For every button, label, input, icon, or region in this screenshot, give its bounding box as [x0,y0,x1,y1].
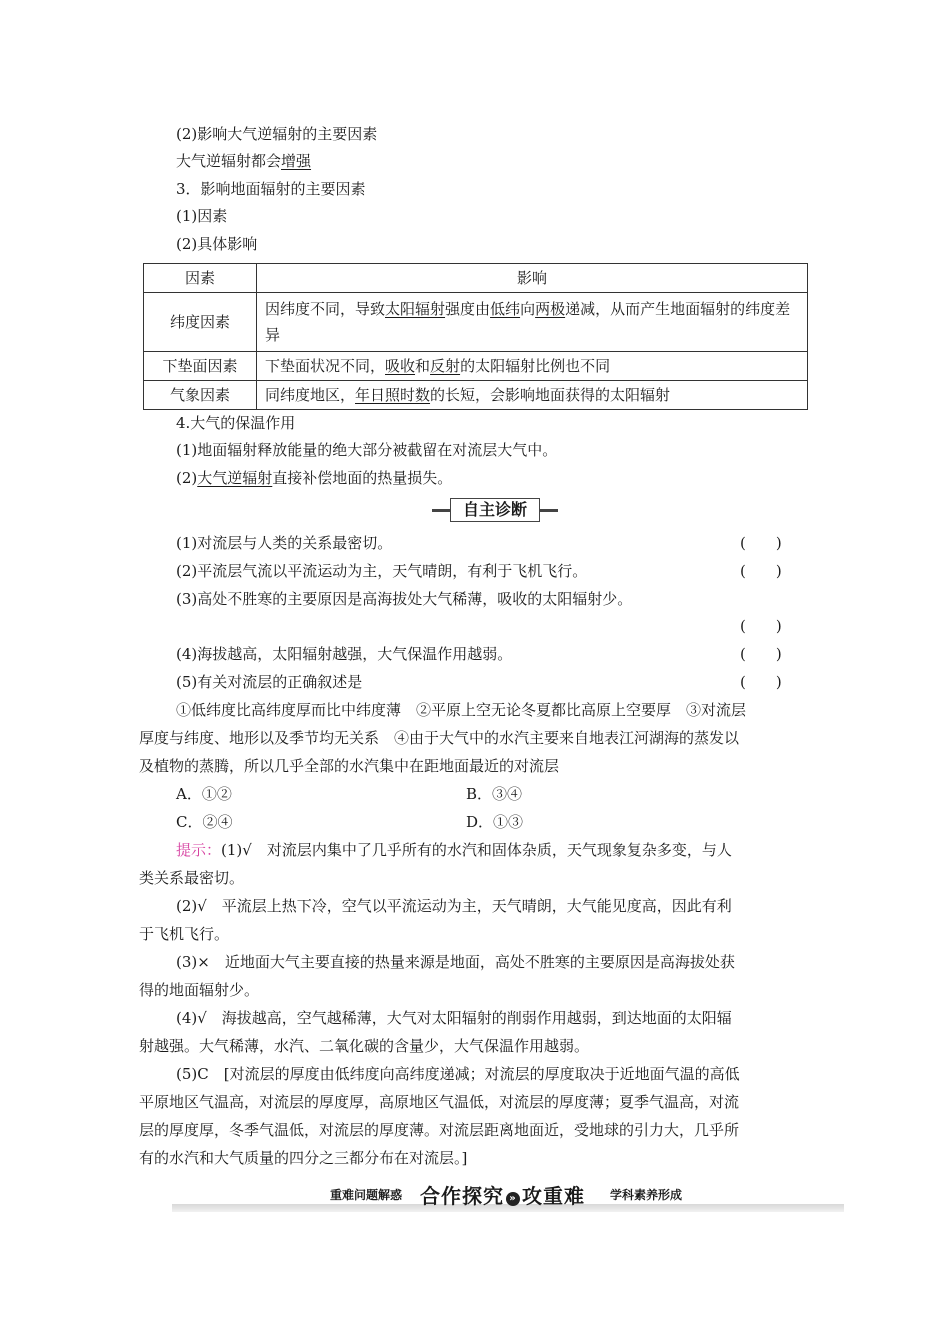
answer-3-line-2: 得的地面辐射少。 [139,981,260,999]
question-5: (5)有关对流层的正确叙述是 [176,673,363,691]
option-b: B．③④ [466,785,523,803]
table-header-factor: 因素 [144,264,257,293]
subheading-factors: (1)因素 [176,207,228,225]
answer-5-line-1: (5)C [对流层的厚度由低纬度向高纬度递减；对流层的厚度取决于近地面气温的高低 [176,1065,740,1083]
question-4: (4)海拔越高，太阳辐射越强，大气保温作用越弱。 [176,645,513,663]
table-cell-impact: 因纬度不同，导致太阳辐射强度由低纬向两极递减，从而产生地面辐射的纬度差异 [257,293,808,352]
answer-2-line-2: 于飞机飞行。 [139,925,230,943]
answer-1-line-2: 类关系最密切。 [139,869,245,887]
answer-4-line-2: 射越强。大气稀薄，水汽、二氧化碳的含量少，大气保温作用越弱。 [139,1037,590,1055]
table-header-impact: 影响 [257,264,808,293]
subheading-specific-impact: (2)具体影响 [176,235,258,253]
arrow-icon: » [506,1192,520,1206]
answer-paren: ( ) [740,562,782,580]
answer-5-line-3: 层的厚度厚，冬季气温低，对流层的厚度薄。对流层距离地面近，受地球的引力大，几乎所 [139,1121,740,1139]
answer-1-line-1: 提示：(1)√ 对流层内集中了几乎所有的水汽和固体杂质，天气现象复杂多变，与人 [176,841,732,859]
heading-ground-radiation-factors: 3．影响地面辐射的主要因素 [176,180,366,198]
table-row [144,352,808,381]
table-cell-impact: 下垫面状况不同，吸收和反射的太阳辐射比例也不同 [257,352,808,381]
answer-paren: ( ) [740,617,782,635]
table-header-row [144,264,808,293]
question-1: (1)对流层与人类的关系最密切。 [176,534,393,552]
answer-5-line-4: 有的水汽和大气质量的四分之三都分布在对流层。] [139,1149,468,1167]
table-cell-factor: 纬度因素 [144,293,257,352]
insulation-point-2: (2)大气逆辐射直接补偿地面的热量损失。 [176,469,453,487]
answer-2-line-1: (2)√ 平流层上热下冷，空气以平流运动为主，天气晴朗，大气能见度高，因此有利 [176,897,732,915]
banner-label: 自主诊断 [450,498,540,522]
question-3: (3)高处不胜寒的主要原因是高海拔处大气稀薄，吸收的太阳辐射少。 [176,590,633,608]
table-cell-factor: 气象因素 [144,381,257,410]
statement-line-1: ①低纬度比高纬度厚而比中纬度薄 ②平原上空无论冬夏都比高原上空要厚 ③对流层 [176,701,747,719]
option-d: D．①③ [466,813,524,831]
factors-table [143,263,808,410]
counter-radiation-statement: 大气逆辐射都会增强 [176,152,312,170]
footer-right-label: 学科素养形成 [610,1188,683,1202]
footer-left-label: 重难问题解惑 [330,1188,403,1202]
heading-insulation-effect: 4.大气的保温作用 [176,414,296,432]
table-row [144,293,808,352]
table-row [144,381,808,410]
answer-paren: ( ) [740,645,782,663]
table-cell-impact: 同纬度地区，年日照时数的长短，会影响地面获得的太阳辐射 [257,381,808,410]
statement-line-3: 及植物的蒸腾，所以几乎全部的水汽集中在距地面最近的对流层 [139,757,560,775]
self-diagnosis-banner [432,498,558,522]
answer-4-line-1: (4)√ 海拔越高，空气越稀薄，大气对太阳辐射的削弱作用越弱，到达地面的太阳辐 [176,1009,732,1027]
answer-5-line-2: 平原地区气温高，对流层的厚度厚，高原地区气温低，对流层的厚度薄；夏季气温高，对流 [139,1093,740,1111]
question-2: (2)平流层气流以平流运动为主，天气晴朗，有利于飞机飞行。 [176,562,588,580]
statement-line-2: 厚度与纬度、地形以及季节均无关系 ④由于大气中的水汽主要来自地表江河湖海的蒸发以 [139,729,740,747]
answer-paren: ( ) [740,534,782,552]
answer-3-line-1: (3)× 近地面大气主要直接的热量来源是地面，高处不胜寒的主要原因是高海拔处获 [176,953,735,971]
footer-title: 合作探究 » 攻重难 [420,1184,585,1208]
table-cell-factor: 下垫面因素 [144,352,257,381]
option-c: C．②④ [176,813,233,831]
hint-label: 提示： [176,841,222,859]
section-footer-band [172,1182,844,1212]
option-a: A．①② [176,785,232,803]
blank-answer: 增强 [281,152,312,170]
subheading-atmospheric-counter-radiation-factors: (2)影响大气逆辐射的主要因素 [176,125,378,143]
insulation-point-1: (1)地面辐射释放能量的绝大部分被截留在对流层大气中。 [176,441,558,459]
answer-paren: ( ) [740,673,782,691]
